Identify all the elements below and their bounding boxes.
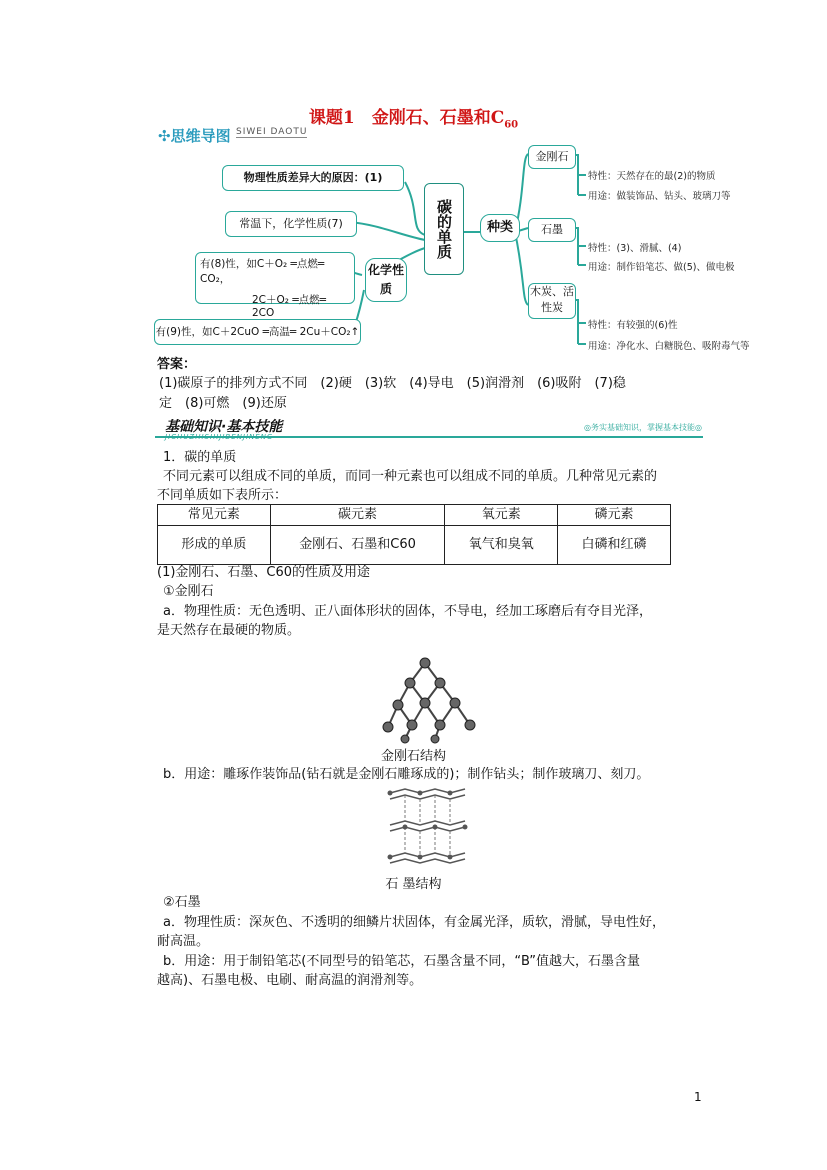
kinds-node: 种类	[480, 214, 520, 242]
diamond-node: 金刚石	[528, 145, 576, 169]
mindmap-header-pinyin: SIWEI DAOTU	[236, 127, 308, 137]
graphite-prop: 特性：(3)、滑腻、(4)	[588, 243, 682, 254]
graphite-physical-2: 耐高温。	[157, 934, 210, 949]
heading-properties: (1)金刚石、石墨、C60的性质及用途	[157, 565, 371, 580]
heading-diamond: ①金刚石	[163, 584, 214, 599]
diamond-caption: 金刚石结构	[380, 749, 446, 764]
graphite-structure-image	[385, 785, 475, 870]
room-temp-box: 常温下，化学性质(7)	[225, 211, 357, 237]
chem-prop-node: 化学性质	[365, 258, 407, 302]
graphite-use: 用途：制作铅笔芯、做(5)、做电极	[588, 262, 735, 273]
charcoal-use: 用途：净化水、白糖脱色、吸附毒气等	[588, 341, 750, 352]
table-row	[158, 526, 671, 565]
graphite-caption: 石 墨结构	[385, 877, 442, 892]
table-header-cell: 氧元素	[445, 505, 558, 526]
diamond-prop: 特性：天然存在的最(2)的物质	[588, 171, 716, 182]
answers-label: 答案：	[157, 357, 197, 372]
table-header-cell: 常见元素	[158, 505, 271, 526]
graphite-physical-1: a．物理性质：深灰色、不透明的细鳞片状固体，有金属光泽，质软，滑腻，导电性好，	[163, 915, 665, 930]
section-band-pinyin: JICHUZHISHIJIBENJINENG	[165, 433, 274, 441]
center-node: 碳的单质	[424, 183, 464, 275]
table-cell: 白磷和红磷	[558, 526, 671, 565]
diamond-use: 用途：做装饰品、钻头、玻璃刀等	[588, 191, 731, 202]
page-number: 1	[694, 1090, 702, 1104]
graphite-node: 石墨	[528, 218, 576, 242]
para-1-line-1: 不同元素可以组成不同的单质，而同一种元素也可以组成不同的单质。几种常见元素的	[163, 469, 658, 484]
table-cell: 金刚石、石墨和C60	[270, 526, 444, 565]
diamond-physical-1: a．物理性质：无色透明、正八面体形状的固体，不导电，经加工琢磨后有夺目光泽，	[163, 604, 652, 619]
para-1-line-2: 不同单质如下表所示：	[157, 488, 288, 503]
answers-line-2: 定 (8)可燃 (9)还原	[159, 396, 287, 411]
charcoal-node: 木炭、活性炭	[528, 283, 576, 319]
section-band-motto: ◎务实基础知识，掌握基本技能◎	[584, 423, 702, 432]
reducing-box: 有(9)性，如C＋2CuO ═高温═ 2Cu＋CO₂↑	[154, 319, 361, 345]
flammable-eq-2: 2C＋O₂ ═点燃═ 2CO	[252, 294, 326, 319]
section-band-label: 基础知识·基本技能	[165, 419, 283, 435]
elements-table	[157, 504, 671, 565]
table-header-cell: 碳元素	[270, 505, 444, 526]
table-header-cell: 磷元素	[558, 505, 671, 526]
flammable-eq-1: 有(8)性，如C＋O₂ ═点燃═ CO₂，	[200, 258, 325, 285]
reason-box: 物理性质差异大的原因：(1)	[222, 165, 404, 191]
diamond-structure-image	[380, 655, 490, 745]
mindmap-header: ✣思维导图	[158, 127, 231, 145]
graphite-use-1: b．用途：用于制铅笔芯(不同型号的铅笔芯，石墨含量不同，“B”值越大，石墨含量	[163, 954, 641, 969]
table-cell: 形成的单质	[158, 526, 271, 565]
graphite-use-2: 越高)、石墨电极、电刷、耐高温的润滑剂等。	[157, 973, 423, 988]
diamond-physical-2: 是天然存在最硬的物质。	[157, 623, 301, 638]
answers-line-1: (1)碳原子的排列方式不同 (2)硬 (3)软 (4)导电 (5)润滑剂 (6)吸附 (7)稳	[159, 376, 626, 391]
page-title: 课题1 金刚石、石墨和$C_{60}$	[308, 108, 519, 131]
heading-carbon-elements: 1．碳的单质	[163, 450, 237, 465]
table-header-row	[158, 505, 671, 526]
charcoal-prop: 特性：有较强的(6)性	[588, 320, 678, 331]
diamond-use-text: b．用途：雕琢作装饰品(钻石就是金刚石雕琢成的)；制作钻头；制作玻璃刀、刻刀。	[163, 767, 650, 782]
flammable-box	[195, 252, 355, 319]
table-cell: 氧气和臭氧	[445, 526, 558, 565]
heading-graphite: ②石墨	[163, 895, 201, 910]
